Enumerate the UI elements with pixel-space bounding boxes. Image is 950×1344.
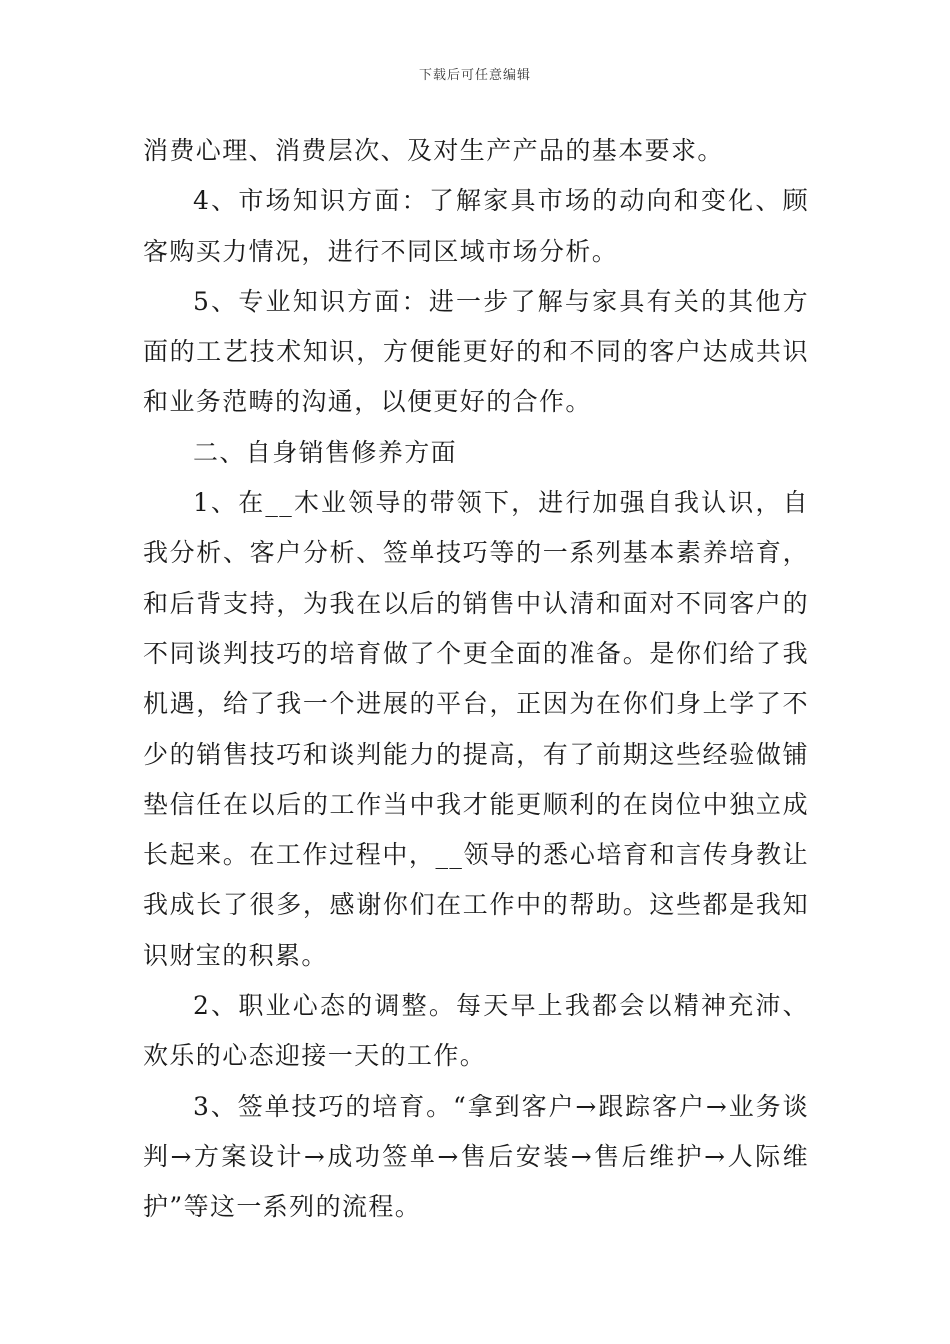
paragraph: 5、专业知识方面：进一步了解与家具有关的其他方面的工艺技术知识，方便能更好的和不同的客户达成共识和业务范畴的沟通，以便更好的合作。 [143,286,809,417]
paragraph: 消费心理、消费层次、及对生产产品的基本要求。 [143,136,724,165]
document-body [143,126,809,1233]
paragraph: 3、签单技巧的培育。“拿到客户→跟踪客户→业务谈判→方案设计→成功签单→售后安装→售后维护→人际维护”等这一系列的流程。 [143,1091,809,1222]
section-heading: 二、自身销售修养方面 [193,437,458,467]
page-header: 下载后可任意编辑 [418,68,531,83]
paragraph: 4、市场知识方面：了解家具市场的动向和变化、顾客购买力情况，进行不同区域市场分析。 [143,186,809,266]
paragraph: 1、在__木业领导的带领下，进行加强自我认识，自我分析、客户分析、签单技巧等的一系列基本素养培育，和后背支持，为我在以后的销售中认清和面对不同客户的不同谈判技巧的培育做了个更全面的准备。是你们给了我机遇，给了我一个进展的平台，正因为在你们身上学了不少的销售技巧和谈判能力的提高，有了前期这些经验做铺垫信任在以后的工作当中我才能更顺利的在岗位中独立成长起来。在工作过程中，__领导的悉心培育和言传身教让我成长了很多，感谢你们在工作中的帮助。这些都是我知识财宝的积累。 [143,488,809,970]
paragraph: 2、职业心态的调整。每天早上我都会以精神充沛、欢乐的心态迎接一天的工作。 [143,991,809,1071]
